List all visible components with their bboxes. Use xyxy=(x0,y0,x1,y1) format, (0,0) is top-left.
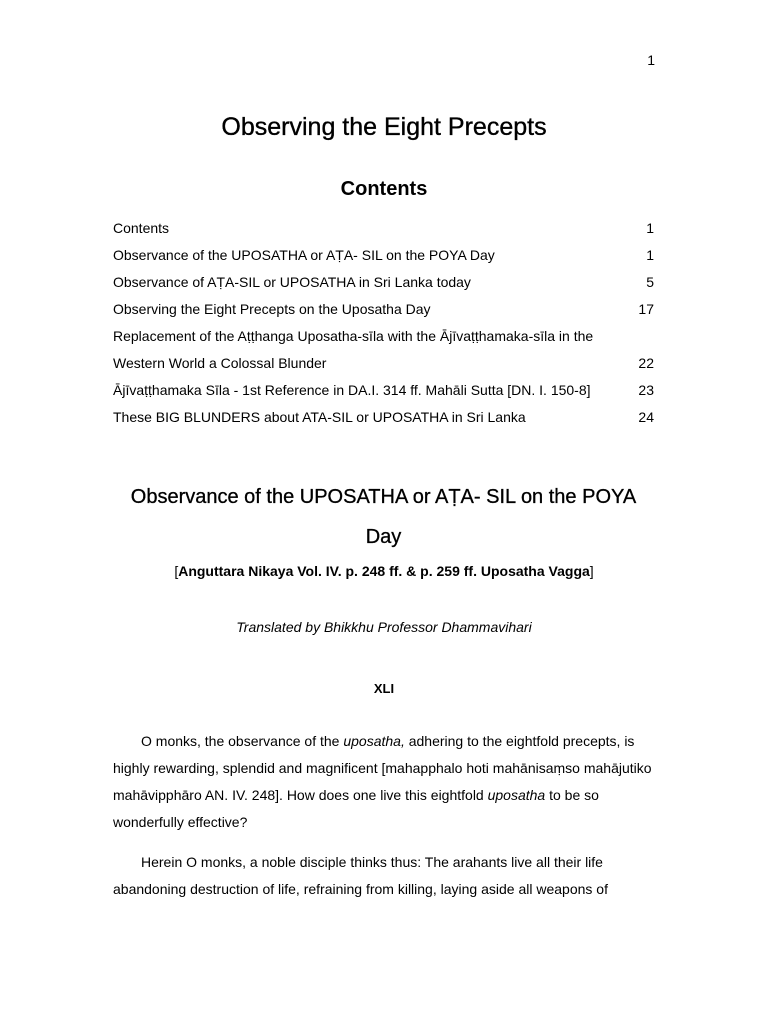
toc-entry[interactable] xyxy=(113,217,654,244)
toc-entry-page: 24 xyxy=(638,409,654,425)
toc-entry[interactable] xyxy=(113,352,654,379)
translator-credit: Translated by Bhikkhu Professor Dhammavihari xyxy=(236,619,532,635)
toc-entry[interactable] xyxy=(113,325,654,352)
paragraph-text: adhering to the eightfold precepts, is highly rewarding, splendid and magnificent [mahapphalo hoti mahānisaṃso mahājutiko mahāvipphāro AN. IV. 248]. How does one live this eightfold xyxy=(113,733,652,803)
toc-entry-page: 1 xyxy=(646,220,654,236)
document-title: Observing the Eight Precepts xyxy=(221,113,547,141)
body-paragraph xyxy=(113,849,654,903)
body-paragraph xyxy=(113,728,654,836)
toc-entry[interactable] xyxy=(113,244,654,271)
toc-entry-label: These BIG BLUNDERS about ATA-SIL or UPOSATHA in Sri Lanka xyxy=(113,409,526,425)
paragraph-term: uposatha, xyxy=(343,733,405,749)
toc-entry[interactable] xyxy=(113,271,654,298)
toc-entry-page: 22 xyxy=(638,355,654,371)
toc-entry-page: 1 xyxy=(646,247,654,263)
page-number: 1 xyxy=(647,52,655,68)
toc-entry[interactable] xyxy=(113,379,654,406)
toc-entry[interactable] xyxy=(113,298,654,325)
toc-entry-label: Western World a Colossal Blunder xyxy=(113,355,327,371)
reference-close-bracket: ] xyxy=(589,563,594,579)
toc-entry-label: Observance of the UPOSATHA or AṬA- SIL on the POYA Day xyxy=(113,247,495,263)
reference-open-bracket: [ xyxy=(174,563,179,579)
reference-text: Anguttara Nikaya Vol. IV. p. 248 ff. & p. 259 ff. Uposatha Vagga xyxy=(178,563,590,579)
sutta-number: XLI xyxy=(373,681,395,696)
table-of-contents xyxy=(113,217,654,433)
toc-entry-page: 23 xyxy=(638,382,654,398)
paragraph-text: Herein O monks, a noble disciple thinks thus: The arahants live all their life abandoning destruction of life, refraining from killing, laying aside all weapons of xyxy=(113,854,608,897)
source-reference xyxy=(0,563,768,579)
contents-heading: Contents xyxy=(340,178,428,200)
toc-entry-label: Replacement of the Aṭṭhanga Uposatha-sīla with the Ājīvaṭṭhamaka-sīla in the xyxy=(113,328,594,344)
toc-entry-label: Contents xyxy=(113,220,170,236)
toc-entry-label: Observance of AṬA-SIL or UPOSATHA in Sri Lanka today xyxy=(113,274,471,290)
paragraph-text: to be so wonderfully effective? xyxy=(113,787,599,830)
toc-entry[interactable] xyxy=(113,406,654,433)
toc-entry-label: Ājīvaṭṭhamaka Sīla - 1st Reference in DA.I. 314 ff. Mahāli Sutta [DN. I. 150-8] xyxy=(113,382,591,398)
toc-entry-page: 5 xyxy=(646,274,654,290)
paragraph-term: uposatha xyxy=(487,787,546,803)
toc-entry-label: Observing the Eight Precepts on the Uposatha Day xyxy=(113,301,431,317)
section-heading: Observance of the UPOSATHA or AṬA- SIL on the POYA Day xyxy=(130,486,637,548)
toc-entry-page: 17 xyxy=(638,301,654,317)
paragraph-text: O monks, the observance of the xyxy=(141,733,344,749)
